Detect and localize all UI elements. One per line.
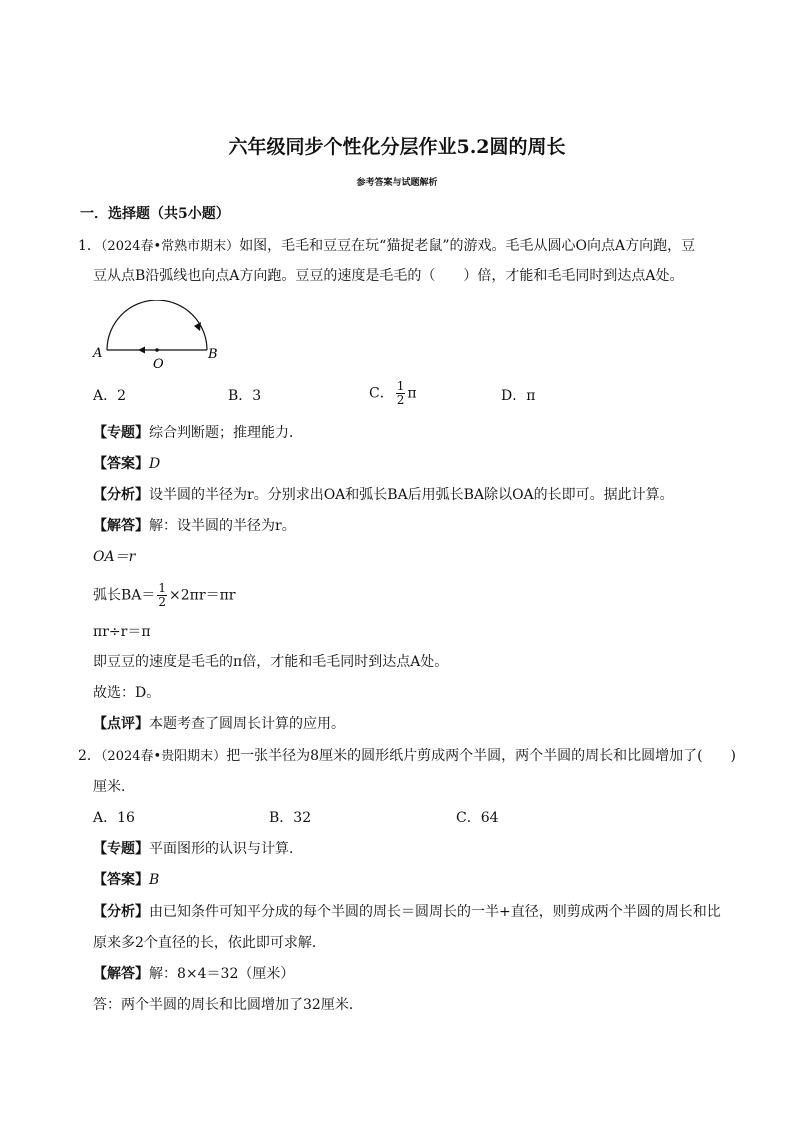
- q1-option-c-suffix: π: [407, 385, 417, 402]
- question-2-number: 2．: [78, 748, 101, 764]
- q1-option-a: A．2: [93, 388, 127, 404]
- q2-zhuanti: 【专题】平面图形的认识与计算．: [93, 841, 303, 857]
- q1-zhuanti: 【专题】综合判断题；推理能力．: [93, 425, 303, 441]
- question-1-stem-line1: [78, 238, 695, 255]
- question-1-source: （2024春•常熟市期末）: [100, 239, 240, 254]
- q1-answer: 【答案】D: [93, 456, 161, 472]
- q1-step-1: OA＝r: [93, 549, 136, 565]
- semicircle-figure: [88, 300, 228, 372]
- label-o: O: [153, 357, 164, 372]
- arrow-on-diameter-icon: [138, 347, 145, 354]
- q1-step-2: 弧长BA＝ $\frac{1}{2}$ ×2πr＝πr: [93, 581, 236, 609]
- question-2-source: （2024春•贵阳期末）: [100, 749, 227, 764]
- q1-option-c: [369, 380, 417, 407]
- question-1-number: 1．: [78, 238, 101, 254]
- q1-option-b: B．3: [228, 388, 262, 404]
- fraction-numerator: 1: [396, 379, 405, 393]
- q1-comment: 【点评】本题考查了圆周长计算的应用。: [93, 716, 345, 732]
- question-1-stem-line2: 豆从点B沿弧线也向点A方向跑。豆豆的速度是毛毛的（ ）倍，才能和毛毛同时到达点A处。: [93, 268, 684, 284]
- question-1-text: 如图，毛毛和豆豆在玩“猫捉老鼠”的游戏。毛毛从圆心O向点A方向跑，豆: [239, 238, 696, 254]
- q2-final-answer: 答：两个半圆的周长和比圆增加了32厘米．: [93, 997, 363, 1013]
- q1-option-c-prefix: C．: [369, 385, 394, 402]
- section-header: 一．选择题（共5小题）: [80, 206, 230, 222]
- q1-option-d: D．π: [501, 388, 536, 404]
- page-subtitle: 参考答案与试题解析: [356, 178, 438, 188]
- label-b: B: [208, 347, 218, 362]
- label-a: A: [93, 346, 103, 361]
- q2-option-b: B．32: [269, 810, 312, 826]
- q1-step-4: 即豆豆的速度是毛毛的π倍，才能和毛毛同时到达点A处。: [93, 654, 449, 670]
- fraction-half-2: $\frac{1}{2}$: [158, 581, 167, 609]
- question-2-stem-line2: 厘米．: [93, 779, 135, 795]
- q2-option-a: A．16: [93, 810, 135, 826]
- q1-step-3: πr÷r＝π: [93, 624, 151, 640]
- q2-answer: 【答案】B: [93, 872, 160, 888]
- page-title: 六年级同步个性化分层作业5.2圆的周长: [228, 136, 566, 158]
- question-2-stem-line1: [78, 748, 736, 765]
- arrow-on-arc-icon: [194, 322, 201, 331]
- fraction-denominator: 2: [396, 393, 405, 407]
- q2-option-c: C．64: [456, 810, 499, 826]
- q1-analysis: 【分析】设半圆的半径为r。分别求出OA和弧长BA后用弧长BA除以OA的长即可。据此计算。: [93, 487, 674, 503]
- question-2-text: 把一张半径为8厘米的圆形纸片剪成两个半圆，两个半圆的周长和比圆增加了( ): [226, 748, 737, 764]
- q1-step-5: 故选：D。: [93, 685, 161, 701]
- q2-analysis-line1: 【分析】由已知条件可知平分成的每个半圆的周长＝圆周长的一半+直径，则剪成两个半圆的周长和比: [93, 904, 721, 920]
- semicircle-arc: [107, 300, 207, 350]
- fraction-half: [396, 380, 406, 407]
- q1-solution: 【解答】解：设半圆的半径为r。: [93, 518, 296, 534]
- center-point-o: [155, 348, 159, 352]
- q2-analysis-line2: 原来多2个直径的长，依此即可求解．: [93, 935, 326, 951]
- q2-solution: 【解答】解：8×4＝32（厘米）: [93, 966, 295, 982]
